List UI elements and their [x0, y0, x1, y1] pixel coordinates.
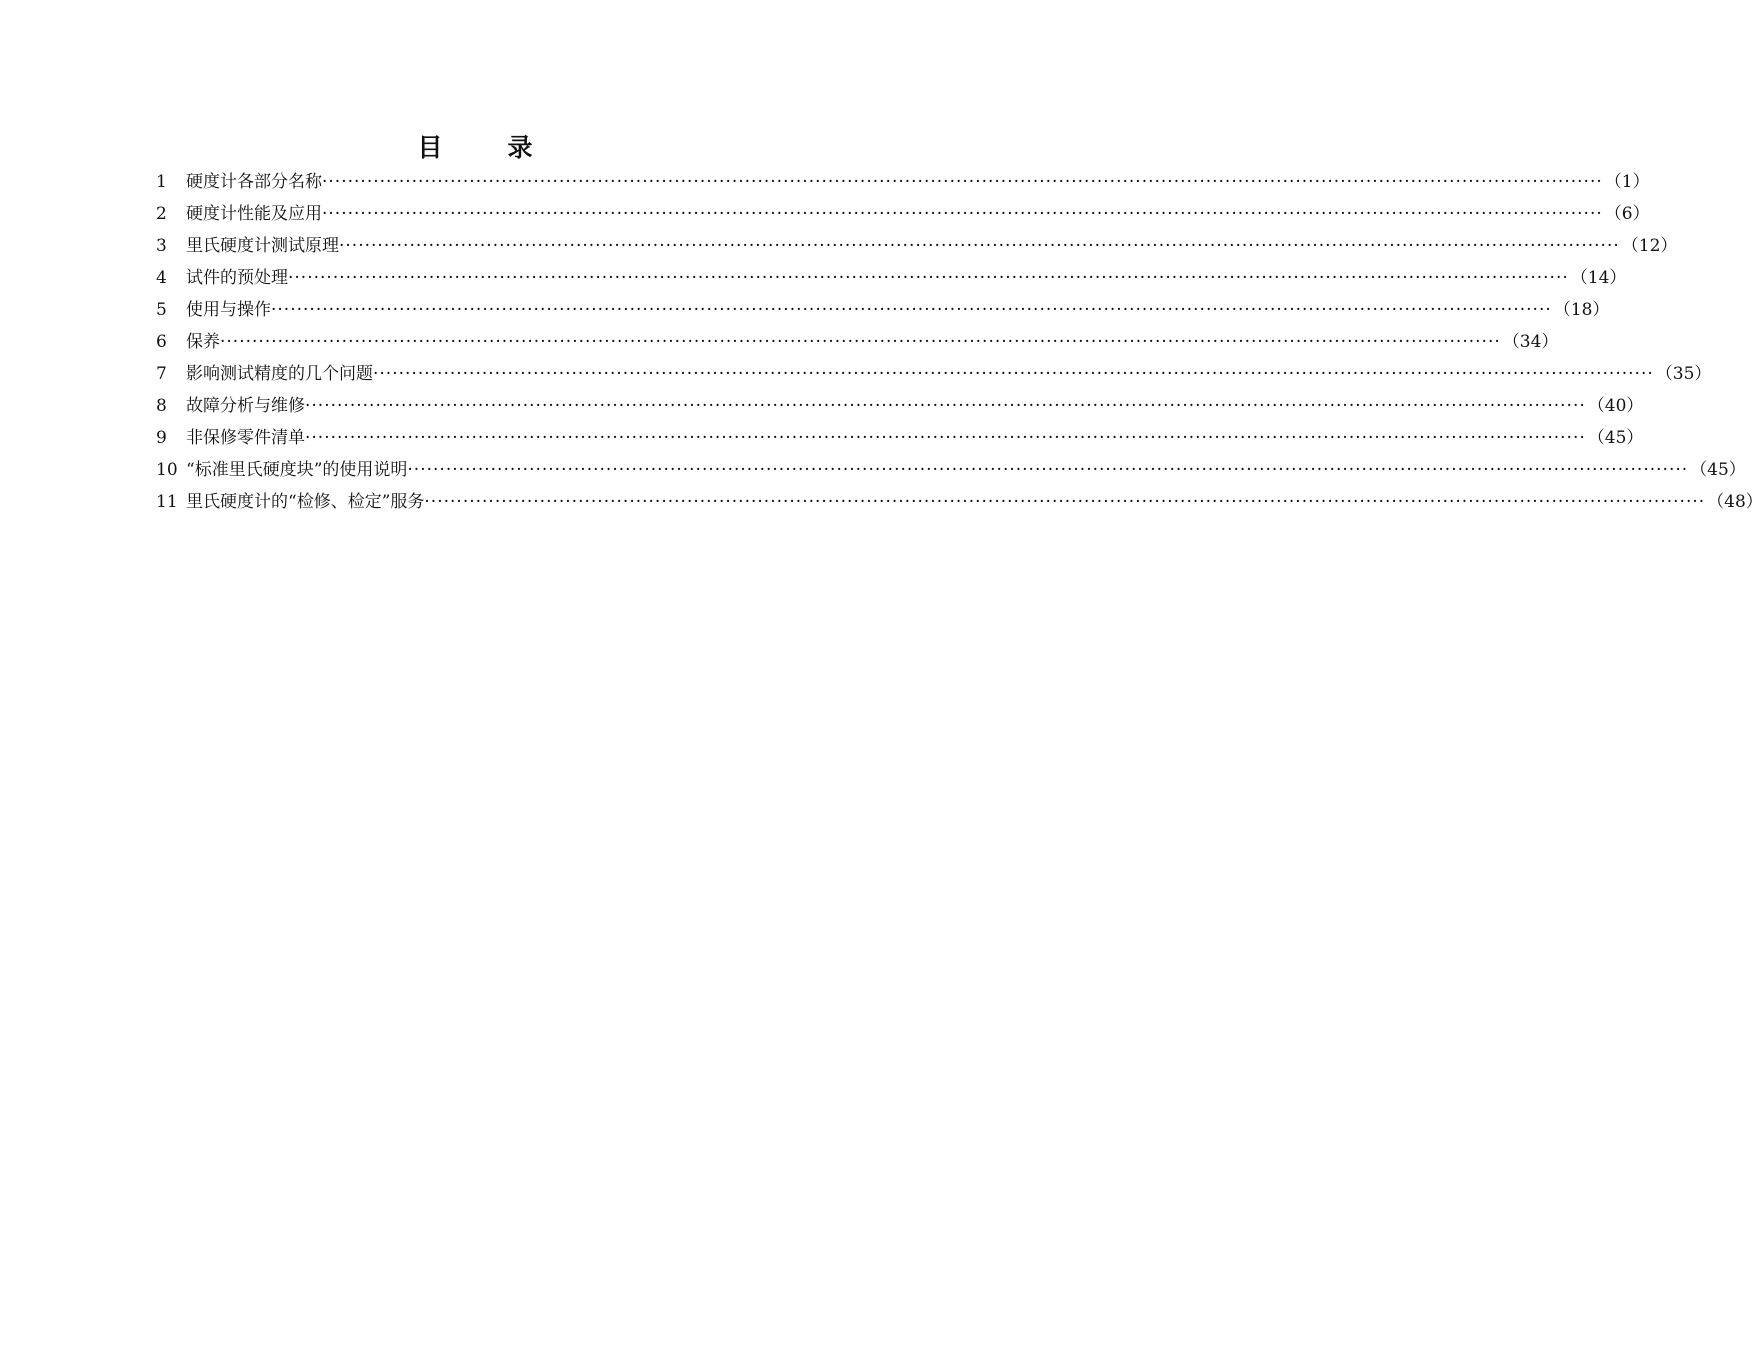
toc-entry-10[interactable] — [156, 454, 1746, 486]
toc-entry-title: 使用与操作 — [186, 300, 271, 320]
toc-entry-page: （48） — [1707, 492, 1763, 512]
toc-entry-page: （12） — [1621, 236, 1678, 256]
toc-entry-title: 硬度计性能及应用 — [186, 204, 322, 224]
toc-entry-page: （45） — [1690, 460, 1746, 480]
toc-entry-number: 5 — [156, 300, 167, 320]
toc-entry-11[interactable] — [156, 486, 1763, 518]
toc-entry-number: 6 — [156, 332, 167, 352]
toc-entry-3[interactable] — [156, 230, 1678, 262]
toc-leader-dots: ········································································································································································································ — [322, 204, 1603, 224]
toc-leader-dots: ········································································································································································································ — [305, 396, 1586, 416]
toc-entry-number: 11 — [156, 492, 178, 512]
toc-leader-dots: ········································································································································································································ — [305, 428, 1586, 448]
toc-entry-title: “标准里氏硬度块”的使用说明 — [186, 460, 408, 480]
toc-leader-dots: ········································································································································································································ — [288, 268, 1569, 288]
toc-entry-2[interactable] — [156, 198, 1650, 230]
toc-entry-page: （35） — [1655, 364, 1712, 384]
toc-entry-6[interactable] — [156, 326, 1559, 358]
toc-entry-page: （18） — [1553, 300, 1610, 320]
toc-entry-number: 8 — [156, 396, 167, 416]
toc-entry-page: （14） — [1570, 268, 1627, 288]
toc-entry-number: 10 — [156, 460, 178, 480]
toc-entry-title: 保养 — [186, 332, 220, 352]
toc-entry-1[interactable] — [156, 166, 1650, 198]
toc-entry-page: （1） — [1604, 172, 1650, 192]
toc-entry-page: （6） — [1604, 204, 1650, 224]
toc-leader-dots: ········································································································································································································ — [373, 364, 1654, 384]
toc-entry-8[interactable] — [156, 390, 1644, 422]
toc-entry-5[interactable] — [156, 294, 1610, 326]
toc-entry-number: 4 — [156, 268, 167, 288]
toc-entry-number: 7 — [156, 364, 167, 384]
toc-entry-title: 里氏硬度计的“检修、检定”服务 — [186, 492, 425, 512]
toc-title: 目 录 — [417, 133, 553, 162]
toc-entry-7[interactable] — [156, 358, 1712, 390]
toc-leader-dots: ········································································································································································································ — [424, 492, 1706, 512]
toc-leader-dots: ········································································································································································································ — [322, 172, 1603, 192]
toc-entry-title: 故障分析与维修 — [186, 396, 305, 416]
toc-leader-dots: ········································································································································································································ — [407, 460, 1689, 480]
toc-entry-number: 1 — [156, 172, 167, 192]
toc-entry-title: 非保修零件清单 — [186, 428, 305, 448]
toc-entry-4[interactable] — [156, 262, 1627, 294]
toc-entry-number: 2 — [156, 204, 167, 224]
toc-entry-page: （40） — [1587, 396, 1644, 416]
toc-leader-dots: ········································································································································································································ — [271, 300, 1552, 320]
toc-entry-title: 影响测试精度的几个问题 — [186, 364, 373, 384]
toc-leader-dots: ········································································································································································································ — [339, 236, 1620, 256]
toc-entry-title: 试件的预处理 — [186, 268, 288, 288]
toc-entry-page: （45） — [1587, 428, 1644, 448]
toc-entry-number: 3 — [156, 236, 167, 256]
toc-entry-number: 9 — [156, 428, 167, 448]
toc-entry-title: 里氏硬度计测试原理 — [186, 236, 339, 256]
toc-leader-dots: ········································································································································································································ — [220, 332, 1501, 352]
toc-entry-page: （34） — [1502, 332, 1559, 352]
toc-list — [156, 166, 1763, 518]
toc-entry-9[interactable] — [156, 422, 1644, 454]
toc-entry-title: 硬度计各部分名称 — [186, 172, 322, 192]
